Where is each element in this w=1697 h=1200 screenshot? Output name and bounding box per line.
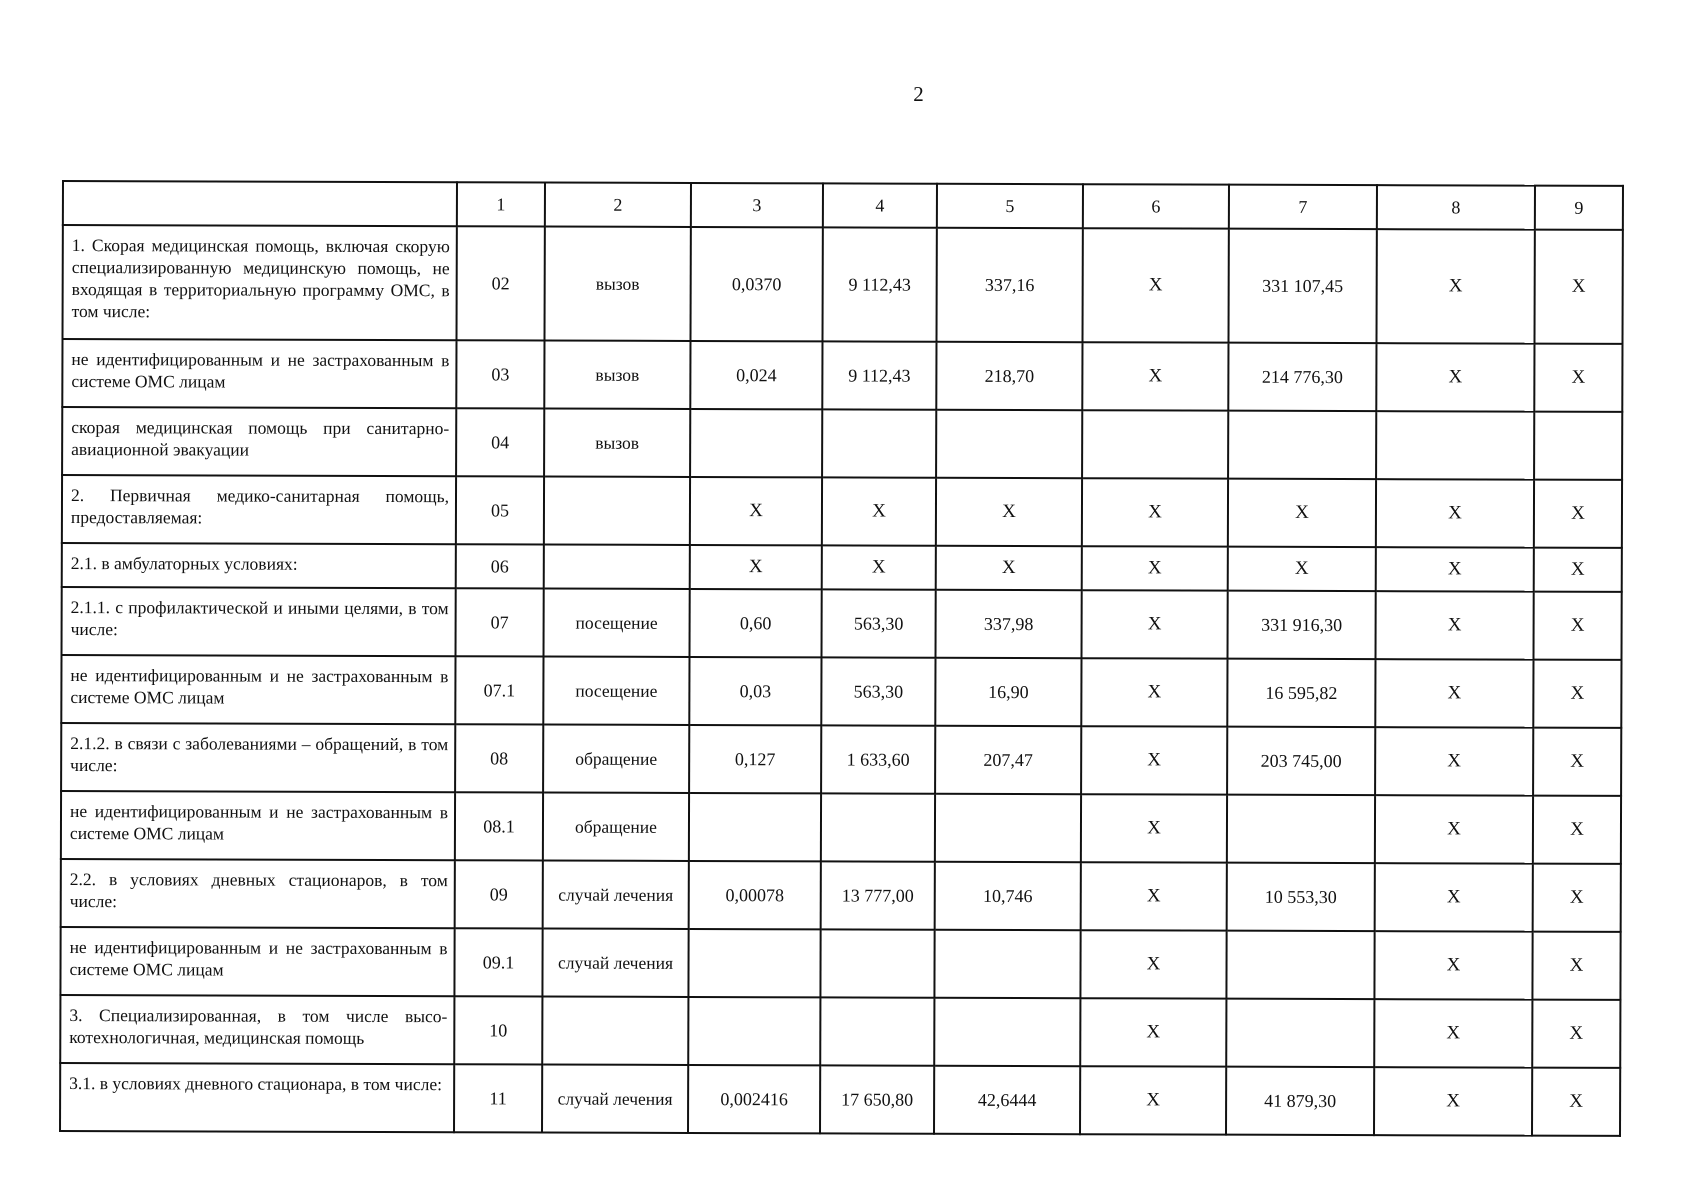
row-cell [1534,412,1622,480]
row-cell: X [1374,1067,1532,1135]
row-cell: 563,30 [821,657,935,725]
row-unit: случай лечения [543,861,689,929]
row-cell: X [1080,930,1226,998]
row-cell: X [1374,931,1532,999]
row-code: 07.1 [455,656,543,724]
row-cell: 42,6444 [934,1066,1080,1134]
table-row [62,543,1622,592]
row-label: 1. Скорая медицинская помощь, включая скорую специализированную медицинскую помощь, не входящая в территориальную программу ОМС, в том числе: [63,225,457,340]
row-label: 2.1.2. в связи с заболеваниями – обращений, в том числе: [61,723,455,792]
row-cell: 337,16 [936,228,1082,342]
row-cell: 0,002416 [688,1065,820,1133]
row-cell [821,793,935,861]
row-cell: 0,127 [689,725,821,793]
row-cell: X [1375,863,1533,931]
row-cell [1376,411,1534,479]
row-code: 09.1 [454,928,542,996]
header-cell: 8 [1377,185,1535,229]
row-label: 2.1. в амбулаторных условиях: [62,543,456,588]
row-code: 08.1 [455,792,543,860]
table-row [60,995,1620,1068]
row-cell: X [1375,727,1533,795]
row-cell: X [1534,230,1622,344]
row-cell: X [1081,726,1227,794]
row-cell: 337,98 [936,590,1082,658]
row-cell: X [1081,658,1227,726]
row-cell: X [1376,229,1534,343]
row-cell: X [1532,1068,1620,1136]
table-row [62,475,1622,548]
row-cell: X [1532,932,1620,1000]
header-cell: 3 [691,183,823,227]
row-code: 07 [456,588,544,656]
row-unit: вызов [544,409,690,477]
row-cell [1082,410,1228,478]
table-row [60,927,1620,1000]
row-code: 04 [456,408,544,476]
row-cell: X [1534,548,1622,592]
row-cell: X [1376,547,1534,591]
row-cell: 214 776,30 [1228,343,1376,411]
header-cell: 9 [1535,186,1623,230]
row-unit [542,997,688,1065]
row-cell [690,409,822,477]
row-label: скорая медицинская помощь при санитарно-авиационной эвакуации [62,407,456,476]
row-cell: X [1534,592,1622,660]
row-cell: X [1533,796,1621,864]
row-cell: 41 879,30 [1226,1067,1374,1135]
row-code: 02 [456,226,544,340]
row-cell [934,930,1080,998]
row-cell [820,997,934,1065]
row-cell: 203 745,00 [1227,727,1375,795]
row-cell: 218,70 [936,342,1082,410]
table-row [63,225,1623,344]
row-cell: X [1533,660,1621,728]
row-cell: X [1082,478,1228,546]
row-cell: 331 916,30 [1228,591,1376,659]
header-cell: 2 [545,183,691,227]
row-unit: посещение [543,657,689,725]
row-cell: X [936,546,1082,590]
table-row [62,587,1622,660]
row-cell: 9 112,43 [822,227,936,341]
row-code: 09 [455,860,543,928]
row-label: 2.2. в условиях дневных стационаров, в том числе: [61,859,455,928]
row-label: 3.1. в условиях дневного стационара, в том числе: [60,1063,454,1132]
row-cell: 16,90 [935,658,1081,726]
row-cell: X [1082,590,1228,658]
row-label: не идентифицированным и не застрахованным в системе ОМС лицам [61,655,455,724]
row-unit: вызов [544,227,690,341]
row-unit: обращение [543,725,689,793]
row-cell: X [1082,546,1228,590]
row-cell: X [1081,794,1227,862]
row-cell: 13 777,00 [821,861,935,929]
table-header-row [63,181,1623,230]
row-code: 08 [455,724,543,792]
row-cell: X [1534,344,1622,412]
row-cell [688,997,820,1065]
row-cell: 0,60 [690,589,822,657]
row-label: не идентифицированным и не застрахованным в системе ОМС лицам [62,339,456,408]
table-row [60,1063,1620,1136]
row-cell [934,998,1080,1066]
row-cell [1226,931,1374,999]
row-label: не идентифицированным и не застрахованным в системе ОМС лицам [61,791,455,860]
row-cell [936,410,1082,478]
row-label: 2.1.1. с профилактической и иными целями, в том числе: [62,587,456,656]
row-cell: X [1376,591,1534,659]
document-sheet [59,180,1622,1137]
row-cell: X [1534,480,1622,548]
row-unit: обращение [543,793,689,861]
row-cell [688,929,820,997]
table-row [61,655,1621,728]
row-cell: X [936,478,1082,546]
table-row [62,407,1622,480]
row-cell [820,929,934,997]
row-code: 10 [454,996,542,1064]
table-row [61,859,1621,932]
row-cell [822,409,936,477]
row-unit: посещение [544,589,690,657]
row-cell: 563,30 [822,589,936,657]
header-cell: 4 [823,183,937,227]
data-table [59,180,1624,1137]
row-cell: X [1375,659,1533,727]
row-cell: X [1228,479,1376,547]
header-cell: 7 [1229,185,1377,229]
row-code: 11 [454,1064,542,1132]
row-cell [1226,999,1374,1067]
row-unit: вызов [544,341,690,409]
row-cell: X [1082,228,1228,342]
row-cell [1227,795,1375,863]
row-cell: 207,47 [935,726,1081,794]
header-cell: 5 [937,184,1083,228]
row-cell: X [1376,343,1534,411]
row-code: 03 [456,340,544,408]
row-unit [544,477,690,545]
row-cell: X [822,545,936,589]
page-number: 2 [913,82,924,106]
row-cell: 0,00078 [689,861,821,929]
row-cell: X [690,545,822,589]
row-cell: 1 633,60 [821,725,935,793]
row-cell: X [1081,862,1227,930]
row-cell: 9 112,43 [822,341,936,409]
row-cell: X [1532,1000,1620,1068]
row-unit: случай лечения [542,929,688,997]
row-cell: X [1080,998,1226,1066]
row-cell: X [1080,1066,1226,1134]
row-cell: 0,024 [690,341,822,409]
row-label: 2. Первичная медико-санитарная помощь, предоставляемая: [62,475,456,544]
row-cell: 17 650,80 [820,1065,934,1133]
row-cell: 0,03 [689,657,821,725]
row-cell: 10 553,30 [1227,863,1375,931]
row-cell: X [822,477,936,545]
row-label: не идентифицированным и не застрахованным в системе ОМС лицам [60,927,454,996]
row-label: 3. Специализированная, в том числе высокотехнологичная, медицинская помощь [60,995,454,1064]
row-cell: 10,746 [935,862,1081,930]
row-cell: X [1082,342,1228,410]
row-cell: 16 595,82 [1227,659,1375,727]
row-cell: X [1374,999,1532,1067]
row-cell: X [1533,864,1621,932]
row-unit [544,545,690,589]
row-cell: 331 107,45 [1228,229,1376,343]
row-unit: случай лечения [542,1065,688,1133]
row-cell: 0,0370 [690,227,822,341]
table-row [61,791,1621,864]
row-cell: X [1375,795,1533,863]
table-row [62,339,1622,412]
row-cell [1228,411,1376,479]
row-cell [935,794,1081,862]
header-cell: 6 [1083,184,1229,228]
row-cell: X [1228,547,1376,591]
row-code: 05 [456,476,544,544]
row-cell [689,793,821,861]
row-cell: X [1376,479,1534,547]
header-cell: 1 [457,182,545,226]
row-code: 06 [456,544,544,588]
header-cell [63,181,457,226]
row-cell: X [690,477,822,545]
table-row [61,723,1621,796]
row-cell: X [1533,728,1621,796]
